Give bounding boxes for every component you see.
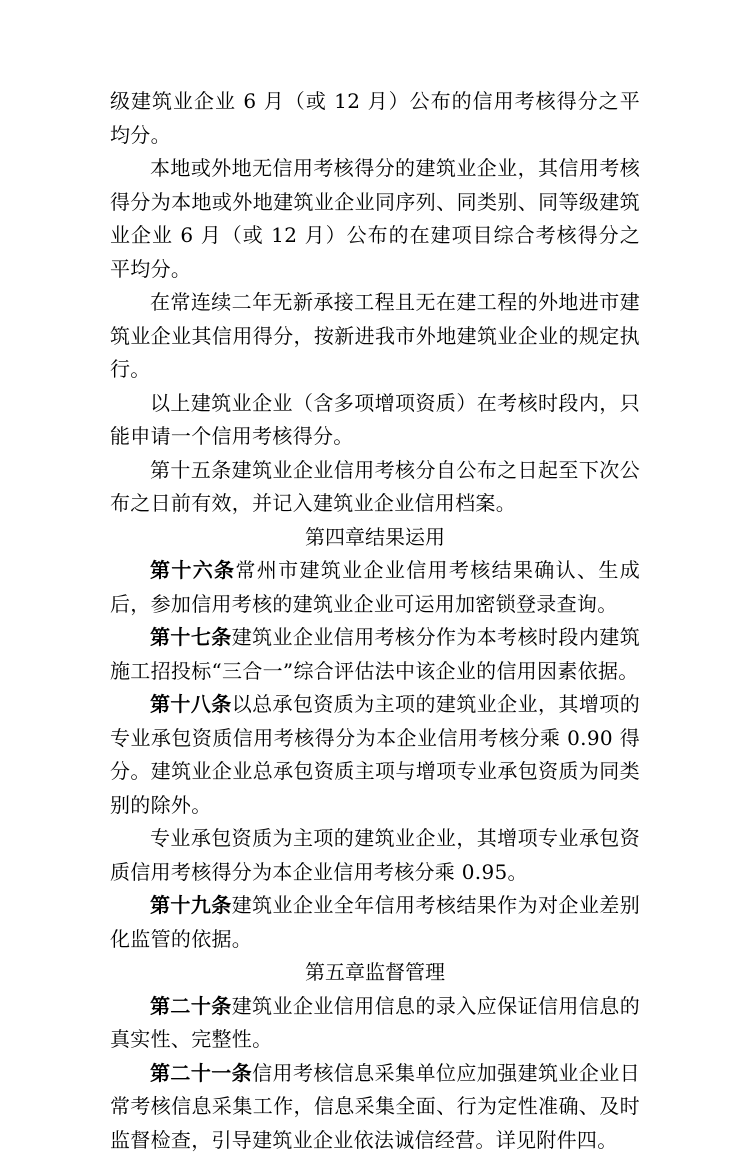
paragraph-article-17: 第十七条建筑业企业信用考核分作为本考核时段内建筑施工招投标“三合一”综合评估法中该企业的信用因素依据。 <box>110 621 640 688</box>
paragraph-article-16: 第十六条常州市建筑业企业信用考核结果确认、生成后，参加信用考核的建筑业企业可运用加密锁登录查询。 <box>110 554 640 621</box>
chapter-5-heading: 第五章监督管理 <box>110 956 640 990</box>
paragraph-article-15: 第十五条建筑业企业信用考核分自公布之日起至下次公布之日前有效，并记入建筑业企业信用档案。 <box>110 454 640 521</box>
paragraph-single-score: 以上建筑业企业（含多项增项资质）在考核时段内，只能申请一个信用考核得分。 <box>110 387 640 454</box>
paragraph-no-score-enterprise: 本地或外地无信用考核得分的建筑业企业，其信用考核得分为本地或外地建筑业企业同序列、同类别、同等级建筑业企业 6 月（或 12 月）公布的在建项目综合考核得分之平均分。 <box>110 152 640 286</box>
article-number: 第十七条 <box>150 625 232 649</box>
article-number: 第二十一条 <box>150 1061 252 1085</box>
paragraph-article-18: 第十八条以总承包资质为主项的建筑业企业，其增项的专业承包资质信用考核得分为本企业信用考核分乘 0.90 得分。建筑业企业总承包资质主项与增项专业承包资质为同类别的除外。 <box>110 688 640 822</box>
chapter-4-heading: 第四章结果运用 <box>110 521 640 555</box>
article-number: 第二十条 <box>150 994 232 1018</box>
paragraph-article-21: 第二十一条信用考核信息采集单位应加强建筑业企业日常考核信息采集工作，信息采集全面、行为定性准确、及时监督检查，引导建筑业企业依法诚信经营。详见附件四。 <box>110 1057 640 1157</box>
article-number: 第十六条 <box>150 558 235 582</box>
article-number: 第十九条 <box>150 893 232 917</box>
paragraph-no-new-projects: 在常连续二年无新承接工程且无在建工程的外地进市建筑业企业其信用得分，按新进我市外地建筑业企业的规定执行。 <box>110 286 640 387</box>
paragraph-article-19: 第十九条建筑业企业全年信用考核结果作为对企业差别化监管的依据。 <box>110 889 640 956</box>
paragraph-article-20: 第二十条建筑业企业信用信息的录入应保证信用信息的真实性、完整性。 <box>110 990 640 1057</box>
article-number: 第十八条 <box>150 692 232 716</box>
paragraph-continuation: 级建筑业企业 6 月（或 12 月）公布的信用考核得分之平均分。 <box>110 85 640 152</box>
paragraph-specialty-main: 专业承包资质为主项的建筑业企业，其增项专业承包资质信用考核得分为本企业信用考核分乘 0.95。 <box>110 822 640 889</box>
